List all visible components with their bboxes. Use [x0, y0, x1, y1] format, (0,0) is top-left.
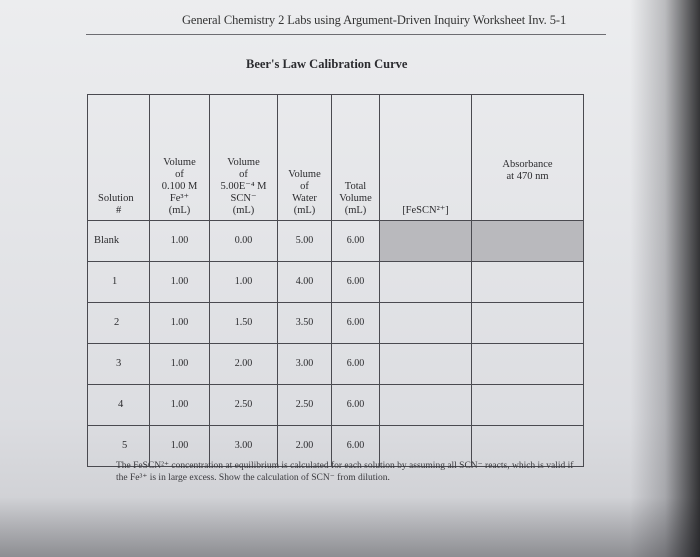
solution-cell: 4	[88, 385, 150, 426]
water-volume-cell: 4.00	[278, 262, 332, 303]
table-row	[88, 344, 584, 385]
instructions-note: The FeSCN²⁺ concentration at equilibrium is calculated for each solution by assuming all SCN⁻ reacts, which is valid if the Fe³⁺ is in large excess. Show the calculation of SCN⁻ from dilution.	[116, 461, 574, 483]
total-volume-cell: 6.00	[332, 262, 380, 303]
water-volume-cell: 3.00	[278, 344, 332, 385]
water-volume-cell: 3.50	[278, 303, 332, 344]
table-row	[88, 221, 584, 262]
total-volume-cell: 6.00	[332, 426, 380, 467]
header-row	[88, 95, 584, 221]
calibration-table	[87, 94, 584, 467]
scn-volume-cell: 3.00	[210, 426, 278, 467]
fescn-concentration-cell	[380, 303, 472, 344]
column-header-water-volume: Volume of Water (mL)	[278, 95, 332, 221]
scn-volume-cell: 2.00	[210, 344, 278, 385]
absorbance-cell	[472, 221, 584, 262]
scn-volume-cell: 1.00	[210, 262, 278, 303]
scn-volume-cell: 2.50	[210, 385, 278, 426]
page-edge-shadow	[630, 0, 700, 557]
fe-volume-cell: 1.00	[150, 385, 210, 426]
page-bottom-shadow	[0, 497, 700, 557]
fe-volume-cell: 1.00	[150, 221, 210, 262]
total-volume-cell: 6.00	[332, 344, 380, 385]
scn-volume-cell: 0.00	[210, 221, 278, 262]
scn-volume-cell: 1.50	[210, 303, 278, 344]
table-row	[88, 303, 584, 344]
total-volume-cell: 6.00	[332, 221, 380, 262]
water-volume-cell: 2.00	[278, 426, 332, 467]
column-header-total-volume: Total Volume (mL)	[332, 95, 380, 221]
solution-cell: 1	[88, 262, 150, 303]
solution-cell: Blank	[88, 221, 150, 262]
absorbance-cell	[472, 262, 584, 303]
column-header-absorbance: Absorbance at 470 nm	[472, 95, 584, 221]
column-header-scn-volume: Volume of 5.00E⁻⁴ M SCN⁻ (mL)	[210, 95, 278, 221]
fe-volume-cell: 1.00	[150, 303, 210, 344]
column-header-fe-volume: Volume of 0.100 M Fe³⁺ (mL)	[150, 95, 210, 221]
total-volume-cell: 6.00	[332, 303, 380, 344]
solution-cell: 2	[88, 303, 150, 344]
absorbance-cell	[472, 385, 584, 426]
fescn-concentration-cell	[380, 344, 472, 385]
fescn-concentration-cell	[380, 262, 472, 303]
fe-volume-cell: 1.00	[150, 426, 210, 467]
absorbance-cell	[472, 303, 584, 344]
solution-cell: 5	[88, 426, 150, 467]
table-row	[88, 385, 584, 426]
running-header: General Chemistry 2 Labs using Argument-Driven Inquiry Worksheet Inv. 5-1	[182, 13, 567, 27]
absorbance-cell	[472, 344, 584, 385]
header-divider	[86, 34, 606, 35]
fe-volume-cell: 1.00	[150, 344, 210, 385]
fe-volume-cell: 1.00	[150, 262, 210, 303]
total-volume-cell: 6.00	[332, 385, 380, 426]
water-volume-cell: 5.00	[278, 221, 332, 262]
solution-cell: 3	[88, 344, 150, 385]
page-title: Beer's Law Calibration Curve	[246, 57, 408, 71]
column-header-solution: Solution #	[88, 95, 150, 221]
water-volume-cell: 2.50	[278, 385, 332, 426]
fescn-concentration-cell	[380, 385, 472, 426]
column-header-fescn-concentration: [FeSCN²⁺]	[380, 95, 472, 221]
fescn-concentration-cell	[380, 221, 472, 262]
table-row	[88, 262, 584, 303]
